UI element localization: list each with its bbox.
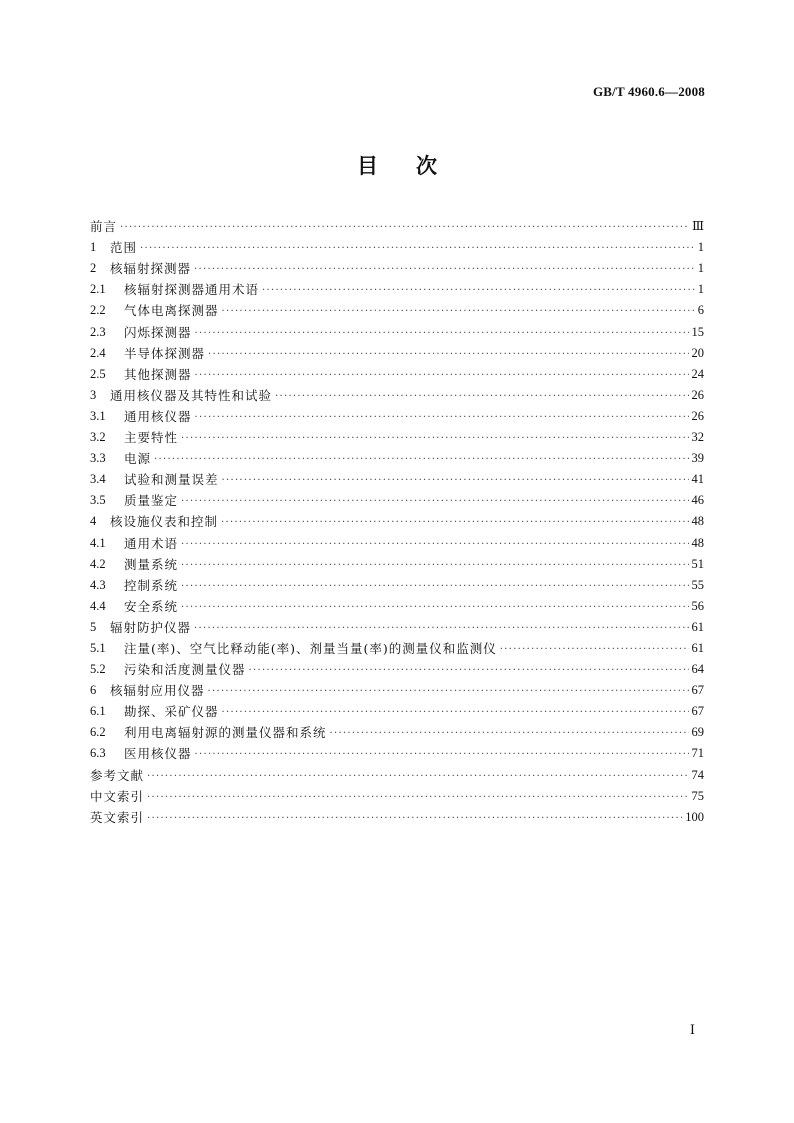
toc-entry-label: 其他探测器 [124, 366, 192, 382]
page-title: 目次 [357, 153, 475, 178]
toc-dot-leader [500, 641, 689, 659]
toc-entry[interactable] [90, 638, 704, 659]
toc-entry[interactable] [90, 364, 704, 385]
toc-entry-page: 55 [691, 577, 704, 592]
toc-entry-number: 3.5 [90, 493, 106, 508]
toc-entry-page: 20 [691, 345, 704, 360]
toc-dot-leader [194, 620, 688, 638]
toc-entry-page: 71 [691, 746, 704, 761]
toc-entry-label: 试验和测量误差 [124, 472, 219, 488]
toc-entry-label: 辐射防护仪器 [110, 619, 192, 635]
toc-dot-leader [181, 430, 688, 448]
toc-entry-number: 2.4 [90, 345, 106, 360]
toc-entry-number: 3.2 [90, 430, 106, 445]
toc-dot-leader [120, 219, 689, 237]
toc-entry[interactable] [90, 575, 704, 596]
table-of-contents [90, 216, 704, 828]
toc-entry-number: 3.3 [90, 451, 106, 466]
toc-entry-number: 2.2 [90, 303, 106, 318]
toc-entry-label: 通用核仪器 [124, 408, 192, 424]
toc-entry-page: 69 [691, 725, 704, 740]
toc-entry-number: 5.1 [90, 640, 106, 655]
toc-dot-leader [195, 325, 689, 343]
toc-entry-label: 核设施仪表和控制 [110, 514, 219, 530]
toc-entry-label: 医用核仪器 [124, 746, 192, 762]
toc-entry-page: 61 [691, 640, 704, 655]
toc-dot-leader [181, 493, 688, 511]
toc-entry[interactable] [90, 743, 704, 764]
toc-dot-leader [195, 367, 689, 385]
toc-entry-number: 6.1 [90, 704, 106, 719]
toc-entry-page: 75 [691, 788, 704, 803]
toc-entry-label: 主要特性 [124, 430, 179, 446]
toc-entry-label: 电源 [124, 451, 152, 467]
toc-entry-number: 3.1 [90, 408, 106, 423]
toc-entry-number: 2 [90, 261, 97, 276]
toc-dot-leader [147, 768, 688, 786]
toc-entry-page: 26 [691, 408, 704, 423]
toc-entry-label: 安全系统 [124, 598, 179, 614]
toc-entry-label: 通用术语 [124, 535, 179, 551]
toc-dot-leader [147, 789, 688, 807]
toc-entry-number: 4.3 [90, 577, 106, 592]
toc-entry-label: 控制系统 [124, 577, 179, 593]
toc-entry[interactable] [90, 554, 704, 575]
toc-dot-leader [262, 282, 695, 300]
toc-entry-page: 15 [691, 324, 704, 339]
toc-entry-label: 中文索引 [90, 788, 145, 804]
toc-entry-page: 67 [691, 683, 704, 698]
standard-number: GB/T 4960.6—2008 [592, 84, 705, 99]
toc-entry-page: 100 [685, 809, 704, 824]
toc-entry[interactable] [90, 786, 704, 807]
toc-entry-number: 6 [90, 683, 97, 698]
toc-dot-leader [194, 261, 695, 279]
toc-entry[interactable] [90, 596, 704, 617]
toc-entry-page: 56 [691, 598, 704, 613]
toc-dot-leader [147, 810, 682, 828]
toc-entry[interactable] [90, 321, 704, 342]
toc-dot-leader [195, 409, 689, 427]
toc-entry-number: 5.2 [90, 662, 106, 677]
toc-dot-leader [222, 303, 695, 321]
toc-entry-page: 1 [697, 282, 704, 297]
toc-dot-leader [330, 725, 689, 743]
toc-dot-leader [221, 514, 688, 532]
toc-entry-label: 半导体探测器 [124, 345, 206, 361]
toc-dot-leader [208, 683, 689, 701]
toc-entry-page: 32 [691, 430, 704, 445]
toc-entry[interactable] [90, 617, 704, 638]
toc-dot-leader [154, 451, 688, 469]
toc-entry-page: 26 [691, 387, 704, 402]
toc-entry-page: 64 [691, 662, 704, 677]
toc-entry-label: 测量系统 [124, 556, 179, 572]
toc-entry[interactable] [90, 448, 704, 469]
toc-entry-page: 48 [691, 535, 704, 550]
toc-dot-leader [249, 662, 689, 680]
toc-entry-page: 74 [691, 767, 704, 782]
toc-dot-leader [195, 746, 689, 764]
toc-entry[interactable] [90, 343, 704, 364]
toc-entry-page: 39 [691, 451, 704, 466]
toc-dot-leader [181, 557, 688, 575]
toc-entry-number: 1 [90, 240, 97, 255]
toc-entry-page: 51 [691, 556, 704, 571]
toc-entry-label: 气体电离探测器 [124, 303, 219, 319]
toc-dot-leader [222, 704, 689, 722]
toc-dot-leader [181, 578, 688, 596]
toc-entry[interactable] [90, 511, 704, 532]
toc-entry[interactable] [90, 764, 704, 785]
toc-entry-number: 3.4 [90, 472, 106, 487]
page-folio: Ⅰ [689, 1022, 695, 1037]
toc-entry[interactable] [90, 469, 704, 490]
toc-dot-leader [181, 599, 688, 617]
toc-entry-label: 污染和活度测量仪器 [124, 662, 246, 678]
toc-entry-label: 质量鉴定 [124, 493, 179, 509]
toc-entry-label: 前言 [90, 219, 118, 235]
toc-entry-label: 核辐射探测器通用术语 [124, 282, 260, 298]
toc-entry-number: 4.4 [90, 598, 106, 613]
toc-entry-number: 2.1 [90, 282, 106, 297]
toc-dot-leader [140, 240, 695, 258]
toc-entry-page: 61 [691, 619, 704, 634]
toc-entry[interactable] [90, 680, 704, 701]
toc-entry[interactable] [90, 279, 704, 300]
toc-dot-leader [275, 388, 688, 406]
toc-entry-label: 英文索引 [90, 809, 145, 825]
toc-entry[interactable] [90, 490, 704, 511]
toc-entry-number: 2.3 [90, 324, 106, 339]
toc-entry-page: 6 [697, 303, 704, 318]
toc-entry[interactable] [90, 258, 704, 279]
toc-entry[interactable] [90, 701, 704, 722]
toc-entry[interactable] [90, 300, 704, 321]
toc-entry-label: 利用电离辐射源的测量仪器和系统 [124, 725, 327, 741]
toc-entry-number: 4 [90, 514, 97, 529]
toc-entry-number: 6.2 [90, 725, 106, 740]
toc-entry-page: 1 [697, 240, 704, 255]
toc-entry[interactable] [90, 807, 704, 828]
toc-entry-page: 67 [691, 704, 704, 719]
toc-entry-number: 3 [90, 387, 97, 402]
toc-dot-leader [208, 346, 688, 364]
toc-entry-page: 46 [691, 493, 704, 508]
toc-entry-label: 注量(率)、空气比释动能(率)、剂量当量(率)的测量仪和监测仪 [124, 640, 497, 656]
toc-entry-label: 核辐射探测器 [110, 261, 192, 277]
toc-entry-label: 范围 [110, 240, 138, 256]
toc-entry[interactable] [90, 532, 704, 553]
toc-entry[interactable] [90, 427, 704, 448]
toc-entry-label: 勘探、采矿仪器 [124, 704, 219, 720]
toc-entry[interactable] [90, 237, 704, 258]
toc-entry-number: 6.3 [90, 746, 106, 761]
toc-entry[interactable] [90, 406, 704, 427]
toc-entry-label: 闪烁探测器 [124, 324, 192, 340]
toc-entry-page: 48 [691, 514, 704, 529]
toc-entry-label: 通用核仪器及其特性和试验 [110, 387, 273, 403]
toc-entry-number: 2.5 [90, 366, 106, 381]
toc-entry[interactable] [90, 385, 704, 406]
toc-entry-page: 41 [691, 472, 704, 487]
toc-dot-leader [222, 472, 689, 490]
toc-entry[interactable] [90, 659, 704, 680]
toc-entry-number: 4.2 [90, 556, 106, 571]
toc-entry-number: 5 [90, 619, 97, 634]
toc-entry[interactable] [90, 216, 704, 237]
toc-entry-page: Ⅲ [691, 219, 704, 234]
toc-entry[interactable] [90, 722, 704, 743]
toc-entry-page: 1 [697, 261, 704, 276]
toc-entry-page: 24 [691, 366, 704, 381]
toc-entry-label: 核辐射应用仪器 [110, 683, 205, 699]
toc-entry-label: 参考文献 [90, 767, 145, 783]
toc-dot-leader [181, 536, 688, 554]
toc-entry-number: 4.1 [90, 535, 106, 550]
